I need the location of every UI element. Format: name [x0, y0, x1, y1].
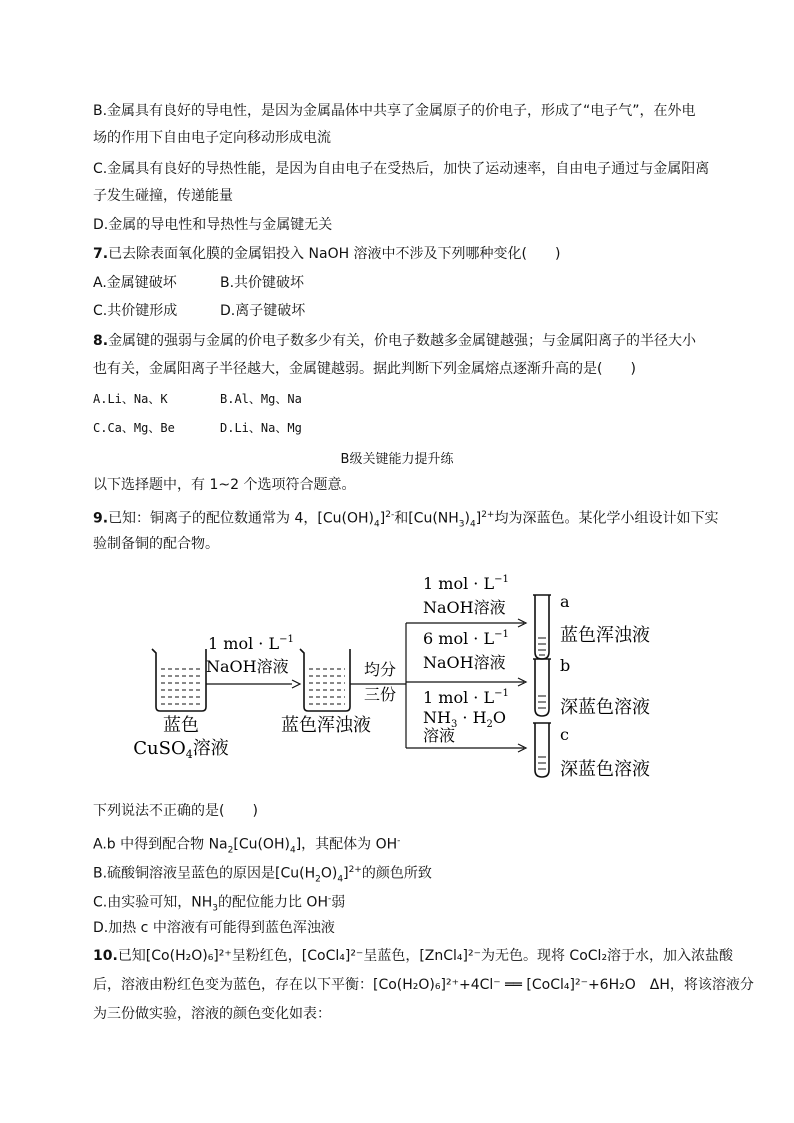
q9-text: )	[464, 510, 470, 527]
q9-number: 9.	[93, 510, 109, 527]
branch-c-conc: 1 mol · L	[423, 688, 495, 707]
q8-options-row2	[93, 418, 302, 438]
split-label-1: 均分	[363, 660, 397, 679]
branch-c-nh: NH	[423, 708, 451, 727]
tube-c-letter: c	[560, 725, 569, 744]
q10-number: 10.	[93, 948, 118, 964]
q7-options-row1	[93, 273, 305, 293]
test-tube-icon	[533, 723, 551, 777]
q10-line1-text: 已知[Co(H₂O)₆]²⁺呈粉红色，[CoCl₄]²⁻呈蓝色，[ZnCl₄]²⁻为无色。现将 CoCl₂溶于水，加入浓盐酸	[117, 948, 734, 964]
section-b-title: B级关键能力提升练	[340, 452, 454, 467]
q9-b-sup: 2+	[348, 865, 362, 875]
q8-number: 8.	[93, 333, 109, 349]
arrow-head-icon	[292, 680, 300, 688]
q7-number: 7.	[93, 246, 109, 262]
q9-b-text: 的颜色所致	[361, 865, 432, 882]
beaker1-label-line1: 蓝色	[163, 715, 199, 736]
q9-line1	[93, 505, 718, 534]
arrow1-reagent: NaOH溶液	[206, 657, 289, 676]
beaker1-label-line2	[133, 738, 228, 761]
q8-option-b: B.Al、Mg、Na	[220, 392, 302, 406]
q8-line2: 也有关，金属阳离子半径越大，金属键越弱。据此判断下列金属熔点逐渐升高的是( )	[93, 361, 636, 377]
tube-a-result: 蓝色浑浊液	[560, 625, 650, 646]
beaker-icon	[300, 649, 350, 711]
test-tube-icon	[533, 595, 551, 659]
q9-b-text: ]	[343, 865, 349, 882]
q7-stem-text: 已去除表面氧化膜的金属铝投入 NaOH 溶液中不涉及下列哪种变化( )	[108, 246, 561, 262]
q9-c-sub: 3	[212, 903, 218, 914]
q9-c-text: 弱	[331, 894, 346, 911]
branch-a-conc: 1 mol · L	[423, 574, 495, 593]
split-label-2: 三份	[363, 685, 397, 704]
beaker1-formula-tail: 溶液	[192, 738, 229, 759]
q6-option-c-line1: C.金属具有良好的导热性能，是因为自由电子在受热后，加快了运动速率，自由电子通过与金属阳离	[93, 161, 710, 177]
branch-c-dot-h: · H	[457, 708, 487, 727]
q9-question: 下列说法不正确的是( )	[93, 803, 258, 819]
q8-option-d: D.Li、Na、Mg	[220, 421, 302, 435]
q9-b-sub: 2	[315, 874, 321, 885]
q9-text: 已知：铜离子的配位数通常为 4，[Cu(OH)	[108, 510, 375, 527]
q9-sub: 4	[374, 519, 380, 530]
q8-options-row1	[93, 389, 302, 409]
q8-option-c: C.Ca、Mg、Be	[93, 421, 175, 435]
q9-b-sub: 4	[337, 874, 344, 885]
branch-c-sub2: 2	[486, 719, 493, 730]
q6-option-b-line2: 场的作用下自由电子定向移动形成电流	[93, 130, 331, 146]
q9-text: 均为深蓝色。某化学小组设计如下实	[494, 510, 719, 527]
branch-b-conc: 6 mol · L	[423, 629, 495, 648]
q6-option-c-line2: 子发生碰撞，传递能量	[93, 188, 233, 204]
q6-option-d: D.金属的导电性和导热性与金属键无关	[93, 217, 333, 233]
beaker-icon	[152, 649, 206, 711]
beaker1-formula-sub: 4	[185, 748, 193, 761]
q9-option-a	[93, 831, 400, 860]
beaker2-label: 蓝色浑浊液	[281, 715, 371, 736]
branch-b-concentration	[423, 629, 509, 648]
q9-sup: 2-	[385, 510, 395, 520]
q9-sup: 2+	[481, 510, 495, 520]
q7-option-c: C.共价键形成	[93, 303, 178, 319]
q8-line1	[93, 331, 696, 351]
branch-a-exp: −1	[494, 574, 509, 585]
q7-options-row2	[93, 301, 306, 321]
q9-b-text: B.硫酸铜溶液呈蓝色的原因是[Cu(H	[93, 865, 316, 882]
q9-a-sup: -	[397, 836, 401, 846]
section-b-note: 以下选择题中，有 1~2 个选项符合题意。	[93, 477, 356, 493]
q9-text: ]	[379, 510, 386, 527]
branch-c-concentration	[423, 688, 509, 707]
q9-a-sub: 4	[289, 845, 296, 856]
experiment-diagram	[120, 565, 680, 790]
q9-option-d: D.加热 c 中溶液有可能得到蓝色浑浊液	[93, 920, 335, 936]
tube-b-result: 深蓝色溶液	[560, 697, 650, 718]
branch-c-sub3: 3	[450, 719, 458, 730]
q9-sub: 4	[469, 519, 476, 530]
q9-line2: 验制备铜的配合物。	[93, 536, 219, 552]
q9-sub: 3	[458, 519, 465, 530]
branch-c-o: O	[492, 708, 507, 727]
q7-option-d: D.离子键破坏	[220, 303, 306, 319]
tube-a-letter: a	[560, 592, 570, 611]
q10-line1	[93, 946, 733, 966]
q9-text: ]	[475, 510, 482, 527]
beaker1-formula: CuSO	[133, 738, 186, 759]
q9-a-text: A.b 中得到配合物 Na	[93, 836, 228, 853]
q8-line1-text: 金属键的强弱与金属的价电子数多少有关，价电子数越多金属键越强；与金属阳离子的半径大小	[108, 333, 697, 349]
q10-line2: 后，溶液由粉红色变为蓝色，存在以下平衡：[Co(H₂O)₆]²⁺+4Cl⁻ ══ [CoCl₄]²⁻+6H₂O ΔH，将该溶液分	[93, 977, 754, 993]
arrow1-conc: 1 mol · L	[208, 634, 280, 653]
q9-option-c	[93, 889, 345, 918]
q9-a-sub: 2	[227, 845, 234, 856]
q10-line3: 为三份做实验，溶液的颜色变化如表：	[93, 1006, 331, 1022]
test-tube-icon	[533, 659, 551, 716]
tube-c-result: 深蓝色溶液	[560, 759, 650, 780]
q7-stem	[93, 244, 560, 264]
q9-option-b	[93, 860, 432, 889]
q9-text: 和[Cu(NH	[394, 510, 459, 527]
q7-option-a: A.金属键破坏	[93, 275, 177, 291]
q9-a-text: ]，其配体为 OH	[295, 836, 398, 853]
q6-option-b-line1: B.金属具有良好的导电性，是因为金属晶体中共享了金属原子的价电子，形成了“电子气”，在外电	[93, 103, 696, 119]
arrow1-exp: −1	[279, 634, 294, 645]
q9-b-text: O)	[320, 865, 338, 882]
q8-option-a: A.Li、Na、K	[93, 392, 168, 406]
tube-b-letter: b	[560, 656, 571, 675]
branch-a-reagent: NaOH溶液	[423, 598, 506, 617]
branch-b-exp: −1	[494, 629, 509, 640]
q7-option-b: B.共价键破坏	[220, 275, 305, 291]
branch-c-reagent-line2: 溶液	[423, 726, 456, 745]
branch-b-reagent: NaOH溶液	[423, 653, 506, 672]
branch-c-exp: −1	[494, 688, 509, 699]
q9-c-text: 的配位能力比 OH	[217, 894, 328, 911]
q9-a-text: [Cu(OH)	[233, 836, 290, 853]
branch-a-concentration	[423, 574, 509, 593]
arrow1-concentration	[208, 634, 294, 653]
q9-c-sup: -	[327, 894, 332, 904]
q9-c-text: C.由实验可知，NH	[93, 894, 213, 911]
